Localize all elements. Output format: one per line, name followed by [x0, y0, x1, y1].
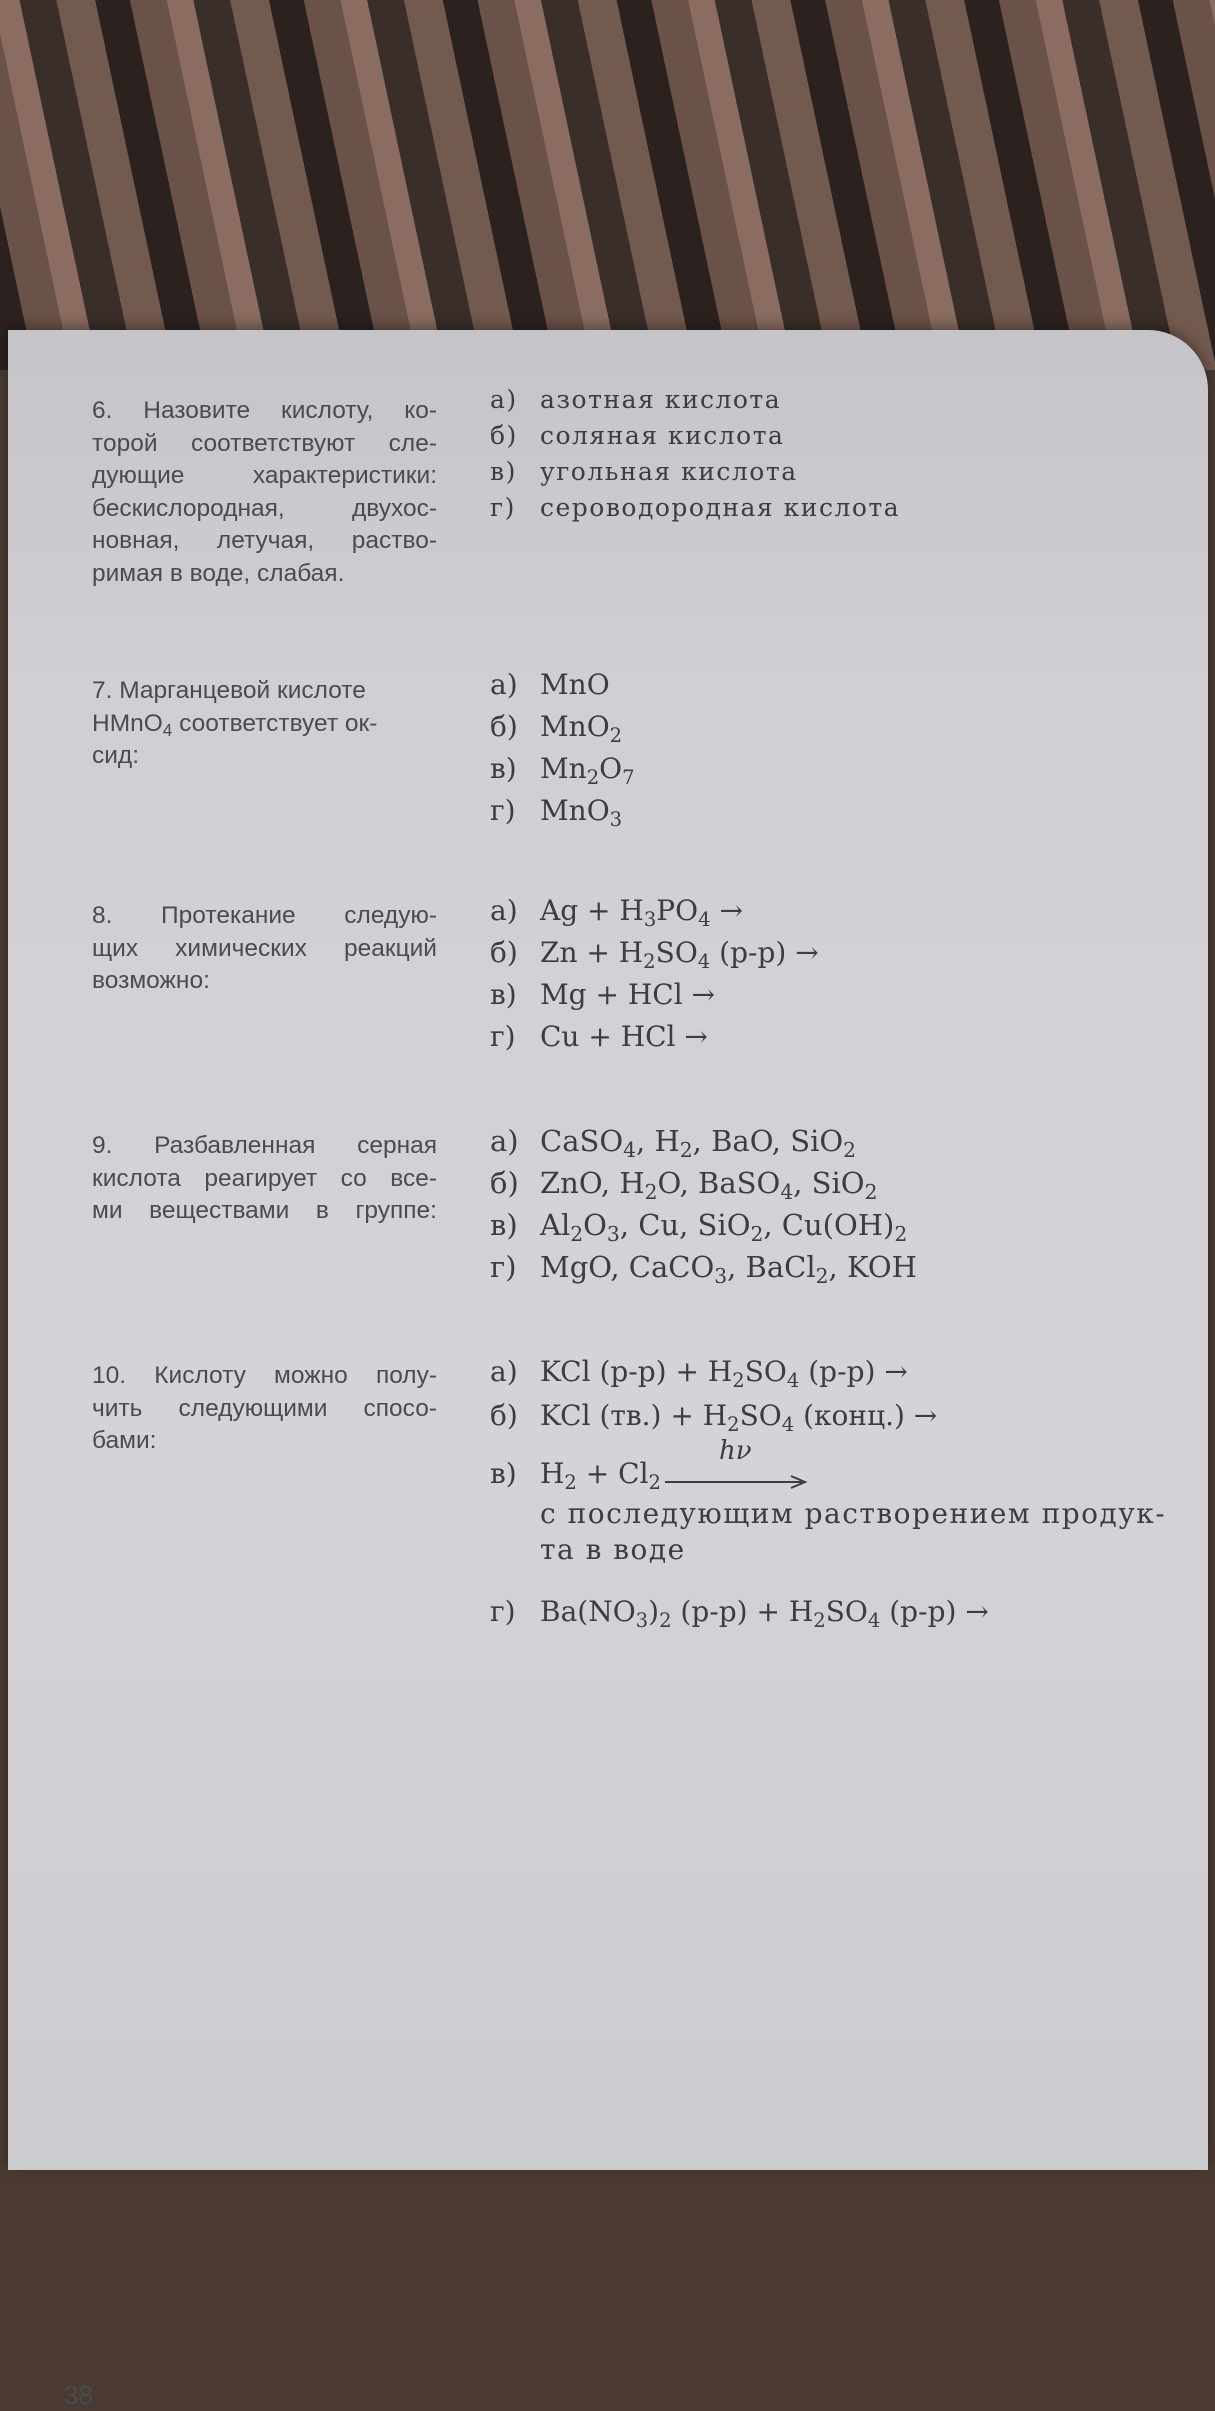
answer-continuation: с последующим растворением продук-	[540, 1497, 1167, 1530]
long-right-arrow-icon	[661, 1475, 811, 1489]
textbook-page	[8, 330, 1208, 2410]
answer-letter: в)	[490, 1457, 517, 1490]
question-6-line: 6. Назовите кислоту, ко-	[92, 397, 437, 424]
answer-option	[490, 1435, 1166, 1496]
formula-subscript: 4	[698, 907, 711, 931]
formula-subscript: 2	[750, 1222, 764, 1247]
formula-subscript: 3	[635, 1608, 649, 1632]
formula-part: MnO	[540, 794, 610, 827]
formula-part: Cu + HCl →	[540, 1020, 708, 1053]
question-9-line: 9. Разбавленная серная	[92, 1132, 437, 1159]
formula-part: O	[599, 752, 623, 785]
formula-subscript: 2	[813, 1608, 826, 1632]
question-8-line: возможно:	[92, 967, 210, 994]
answer-letter: в)	[490, 752, 517, 785]
formula-main: HMnO	[92, 709, 163, 737]
formula-part: , BaO, SiO	[692, 1124, 844, 1158]
formula-subscript: 2	[570, 1222, 584, 1247]
answer-text: угольная кислота	[540, 457, 798, 486]
question-8-line: 8. Протекание следую-	[92, 902, 437, 929]
formula-subscript: 2	[659, 1608, 672, 1632]
formula-part: (р-р) →	[880, 1595, 989, 1628]
formula-part: )	[648, 1595, 660, 1628]
formula-part: , BaCl	[727, 1250, 816, 1284]
formula-part: KCl (р-р) + H	[540, 1355, 733, 1388]
answer-option	[490, 1246, 917, 1288]
answer-text: сероводородная кислота	[540, 493, 901, 522]
formula-part: Mg + HCl →	[540, 978, 716, 1011]
formula-subscript: 2	[894, 1222, 908, 1247]
formula-part: (р-р) →	[799, 1355, 908, 1388]
formula-subscript: 4	[623, 1138, 637, 1163]
formula-subscript: 7	[622, 765, 635, 789]
answer-option	[490, 1120, 917, 1162]
answer-letter: в)	[490, 457, 517, 486]
question-8-text	[92, 900, 437, 998]
carpet-background	[0, 0, 1215, 370]
question-6-answers	[490, 382, 900, 526]
formula-part: (р-р) →	[710, 936, 819, 969]
question-8-answers	[490, 890, 819, 1058]
question-10-line: чить следующими спосо-	[92, 1394, 437, 1422]
answer-option	[490, 1350, 1166, 1394]
formula-subscript: 4	[697, 949, 711, 973]
formula-part: Al	[540, 1208, 571, 1242]
answer-option	[490, 1590, 1166, 1634]
formula-subscript: 2	[815, 1264, 829, 1289]
formula-part: →	[710, 894, 743, 927]
answer-option	[490, 974, 819, 1016]
question-7-line: сид:	[92, 742, 140, 769]
answer-letter: а)	[490, 1124, 519, 1158]
formula-part: Zn + H	[540, 936, 644, 969]
formula-subscript: 2	[864, 1180, 878, 1205]
answer-option	[490, 932, 819, 974]
formula-part: PO	[656, 894, 699, 927]
question-6-line: новная, летучая, раство-	[92, 527, 437, 554]
answer-letter: б)	[490, 421, 518, 450]
answer-letter: а)	[490, 1355, 518, 1388]
answer-letter: г)	[490, 1020, 516, 1053]
answer-letter: в)	[490, 1208, 518, 1242]
answer-continuation: та в воде	[540, 1533, 686, 1566]
answer-text: азотная кислота	[540, 385, 782, 414]
formula-part: , Cu, SiO	[619, 1208, 751, 1242]
formula-subscript: 3	[606, 1222, 620, 1247]
answer-option	[490, 706, 635, 748]
formula-subscript: 2	[648, 1470, 661, 1494]
formula-subscript: 3	[643, 907, 657, 931]
answer-letter: б)	[490, 1166, 519, 1200]
formula-subscript: 2	[644, 1180, 658, 1205]
formula-subscript: 4	[780, 1180, 794, 1205]
light-energy-label: hν	[719, 1435, 752, 1466]
formula-part: , Cu(OH)	[763, 1208, 895, 1242]
question-8-line: щих химических реакций	[92, 934, 437, 962]
answer-letter: б)	[490, 936, 518, 969]
question-10-line: бами:	[92, 1427, 157, 1454]
formula-subscript: 2	[732, 1368, 745, 1392]
formula-part: O, BaSO	[657, 1166, 781, 1200]
formula-part: KCl (тв.) + H	[540, 1399, 728, 1432]
question-6-line: римая в воде, слабая.	[92, 559, 345, 587]
question-6-line: бескислородная, двухос-	[92, 494, 437, 522]
formula-subscript: 4	[786, 1368, 800, 1392]
answer-letter: в)	[490, 978, 517, 1011]
formula-subscript: 4	[867, 1608, 881, 1632]
formula-part: SO	[825, 1595, 868, 1628]
question-10-answers	[490, 1350, 1166, 1634]
formula-part: Ag + H	[540, 894, 644, 927]
answer-letter: б)	[490, 710, 518, 743]
answer-option	[490, 418, 900, 454]
question-6-text	[92, 395, 437, 590]
page-number: 38	[64, 2380, 93, 2410]
answer-letter: а)	[490, 385, 518, 414]
formula-subscript: 4	[162, 719, 173, 740]
question-9-answers	[490, 1120, 917, 1288]
answer-text: соляная кислота	[540, 421, 785, 450]
question-9-line: кислота реагирует со все-	[92, 1164, 437, 1192]
question-10-text	[92, 1360, 437, 1458]
question-7-line	[92, 708, 437, 741]
answer-option	[490, 748, 635, 790]
answer-letter: г)	[490, 794, 516, 827]
formula-part: MnO	[540, 710, 610, 743]
answer-option	[490, 490, 900, 526]
formula-part: ZnO, H	[540, 1166, 645, 1200]
formula-part: CaSO	[540, 1124, 624, 1158]
formula-part: MgO, CaCO	[540, 1250, 715, 1284]
formula-part: O	[583, 1208, 607, 1242]
answer-option	[490, 382, 900, 418]
question-7-text	[92, 675, 437, 773]
answer-letter: г)	[490, 1250, 517, 1284]
formula-part: , KOH	[828, 1250, 917, 1284]
question-6-line: торой соответствуют сле-	[92, 429, 437, 457]
answer-option	[490, 1162, 917, 1204]
answer-option	[490, 664, 635, 706]
answer-option	[490, 454, 900, 490]
answer-option	[490, 890, 819, 932]
answer-letter: г)	[490, 493, 516, 522]
question-9-line: ми веществами в группе:	[92, 1197, 437, 1224]
question-7-answers	[490, 664, 635, 832]
answer-option	[490, 790, 635, 832]
formula-subscript: 2	[679, 1138, 693, 1163]
reaction-arrow	[661, 1435, 811, 1491]
question-7-line: 7. Марганцевой кислоте	[92, 677, 366, 704]
formula-part: Ba(NO	[540, 1595, 636, 1628]
formula-subscript: 3	[609, 807, 623, 831]
formula-subscript: 4	[781, 1412, 795, 1436]
answer-option	[490, 1394, 1166, 1438]
formula-subscript: 2	[609, 723, 623, 747]
question-10-line: 10. Кислоту можно полу-	[92, 1362, 437, 1389]
formula-part: H	[540, 1457, 565, 1490]
formula-part: + Cl	[576, 1457, 649, 1490]
formula-subscript: 2	[727, 1412, 740, 1436]
formula-part: Mn	[540, 752, 587, 785]
answer-option	[490, 1204, 917, 1246]
formula-subscript: 2	[564, 1470, 577, 1494]
answer-letter: а)	[490, 668, 518, 701]
answer-letter: г)	[490, 1595, 516, 1628]
formula-part: SO	[744, 1355, 787, 1388]
formula-subscript: 2	[643, 949, 656, 973]
formula-subscript: 2	[843, 1138, 857, 1163]
formula-rest: соответствует ок-	[172, 709, 378, 737]
formula-part: , H	[636, 1124, 680, 1158]
question-9-text	[92, 1130, 437, 1228]
question-6-line: дующие характеристики:	[92, 462, 437, 489]
formula-subscript: 2	[586, 765, 600, 789]
formula-part: SO	[739, 1399, 782, 1432]
formula-part: (конц.) →	[794, 1399, 938, 1432]
answer-letter: а)	[490, 894, 518, 927]
answer-letter: б)	[490, 1399, 518, 1432]
answer-option	[490, 1016, 819, 1058]
formula-part: MnO	[540, 668, 610, 701]
formula-subscript: 3	[714, 1264, 728, 1289]
formula-part: SO	[655, 936, 698, 969]
formula-part: , SiO	[793, 1166, 865, 1200]
formula-part: (р-р) + H	[671, 1595, 814, 1628]
